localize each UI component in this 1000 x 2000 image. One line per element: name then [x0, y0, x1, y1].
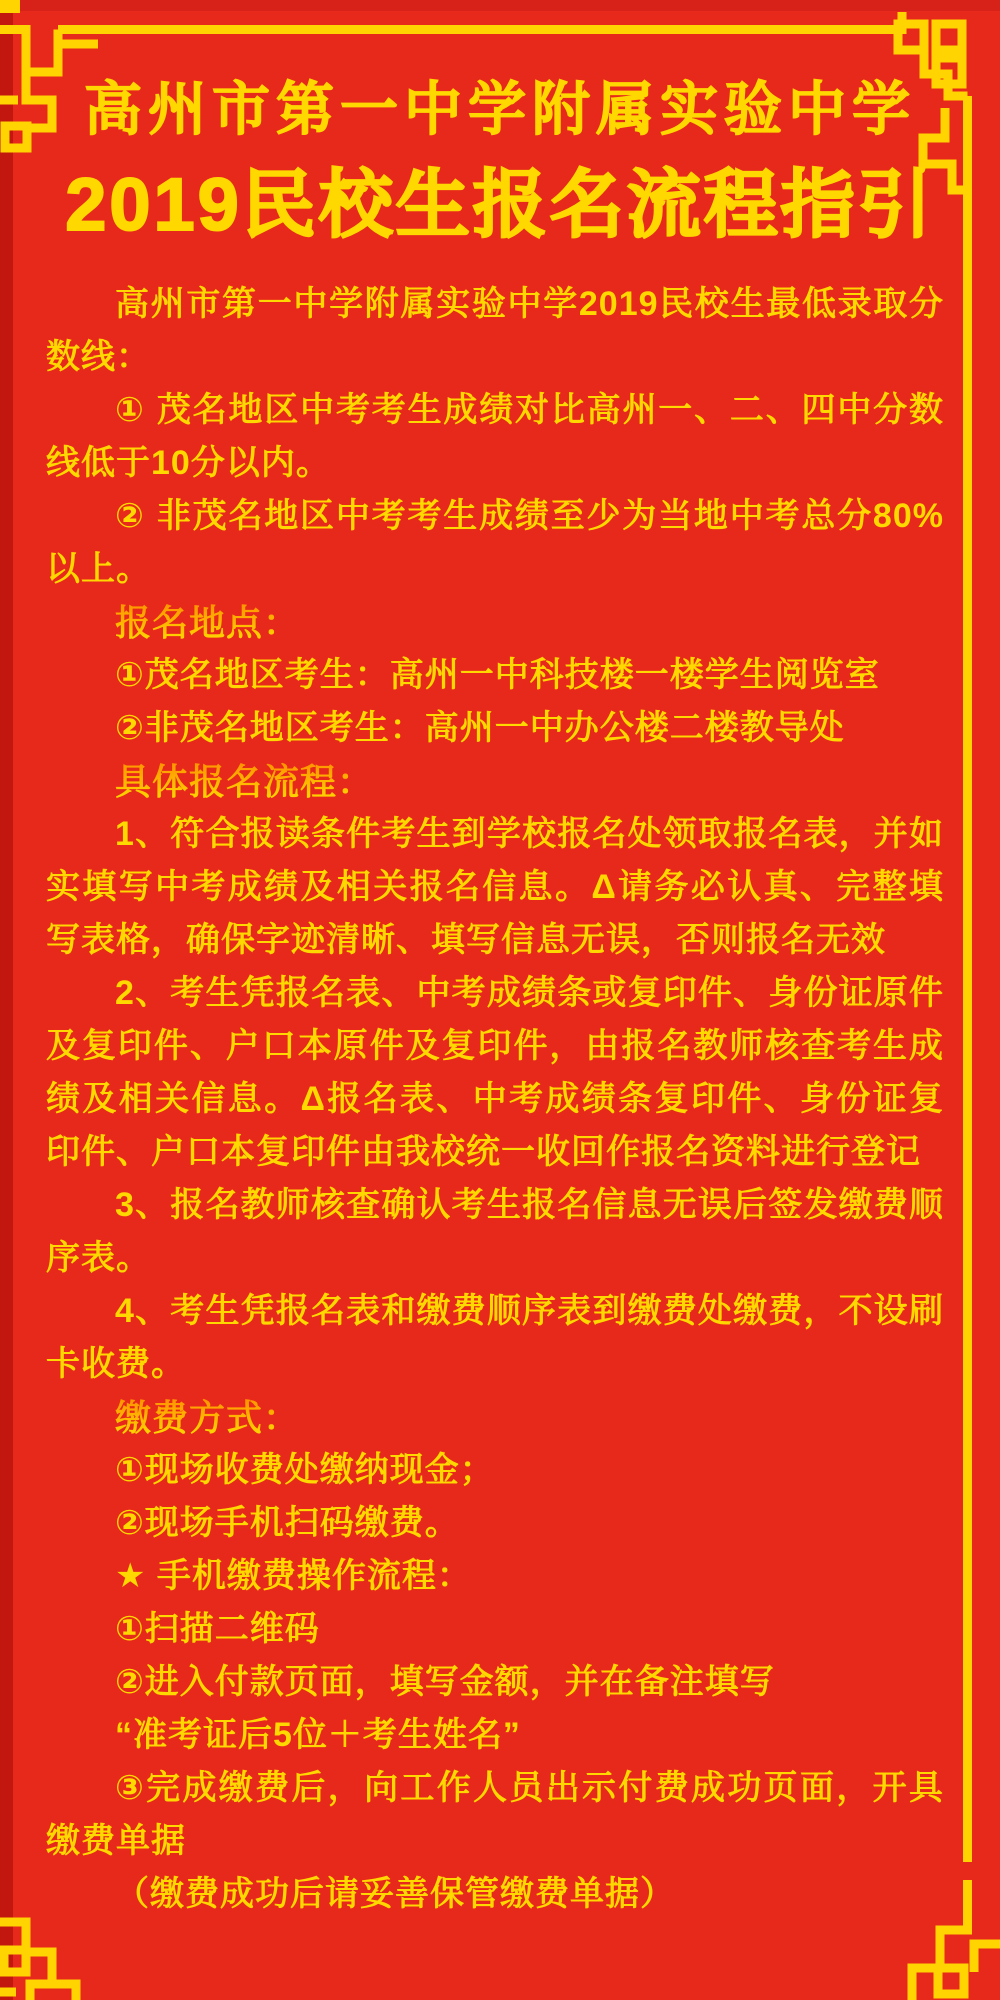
payment-heading: 缴费方式： [46, 1391, 944, 1444]
poster-title-school: 高州市第一中学附属实验中学 [83, 77, 916, 142]
mobile-payment-step-2: ②进入付款页面，填写金额，并在备注填写 [115, 1663, 775, 1701]
location-item-maoming: ①茂名地区考生：高州一中科技楼一楼学生阅览室 [115, 656, 880, 694]
location-item-non-maoming: ②非茂名地区考生：高州一中办公楼二楼教导处 [115, 709, 845, 747]
min-score-rule-1: ① 茂名地区中考考生成绩对比高州一、二、四中分数线低于10分以内。 [46, 391, 944, 482]
poster-body [46, 278, 944, 1921]
process-step-1: 1、符合报读条件考生到学校报名处领取报名表，并如实填写中考成绩及相关报名信息。Δ请务必认真、完整填写表格，确保字迹清晰、填写信息无误，否则报名无效 [46, 815, 944, 959]
left-edge-shade [0, 0, 13, 2000]
process-step-3: 3、报名教师核查确认考生报名信息无误后签发缴费顺序表。 [46, 1186, 944, 1277]
receipt-note: （缴费成功后请妥善保管缴费单据） [115, 1875, 675, 1913]
process-step-4: 4、考生凭报名表和缴费顺序表到缴费处缴费，不设刷卡收费。 [46, 1292, 944, 1383]
mobile-payment-step-2-note: “准考证后5位＋考生姓名” [115, 1716, 521, 1754]
process-step-2: 2、考生凭报名表、中考成绩条或复印件、身份证原件及复印件、户口本原件及复印件，由报名教师核查考生成绩及相关信息。Δ报名表、中考成绩条复印件、身份证复印件、户口本复印件由我校统一收回作报名资料进行登记 [46, 974, 944, 1171]
payment-method-cash: ①现场收费处缴纳现金； [115, 1451, 495, 1489]
process-heading: 具体报名流程： [46, 755, 944, 808]
payment-method-qr: ②现场手机扫码缴费。 [115, 1504, 460, 1542]
min-score-intro: 高州市第一中学附属实验中学2019民校生最低录取分数线： [46, 285, 944, 376]
location-heading: 报名地点： [46, 596, 944, 649]
poster-title-guide: 2019民校生报名流程指引 [65, 163, 935, 246]
min-score-rule-2: ② 非茂名地区中考考生成绩至少为当地中考总分80%以上。 [46, 497, 944, 588]
mobile-payment-step-1: ①扫描二维码 [115, 1610, 320, 1648]
top-edge-shade [0, 0, 1000, 11]
mobile-payment-heading: ★ 手机缴费操作流程： [115, 1557, 472, 1595]
mobile-payment-step-3: ③完成缴费后，向工作人员出示付费成功页面，开具缴费单据 [46, 1769, 944, 1860]
